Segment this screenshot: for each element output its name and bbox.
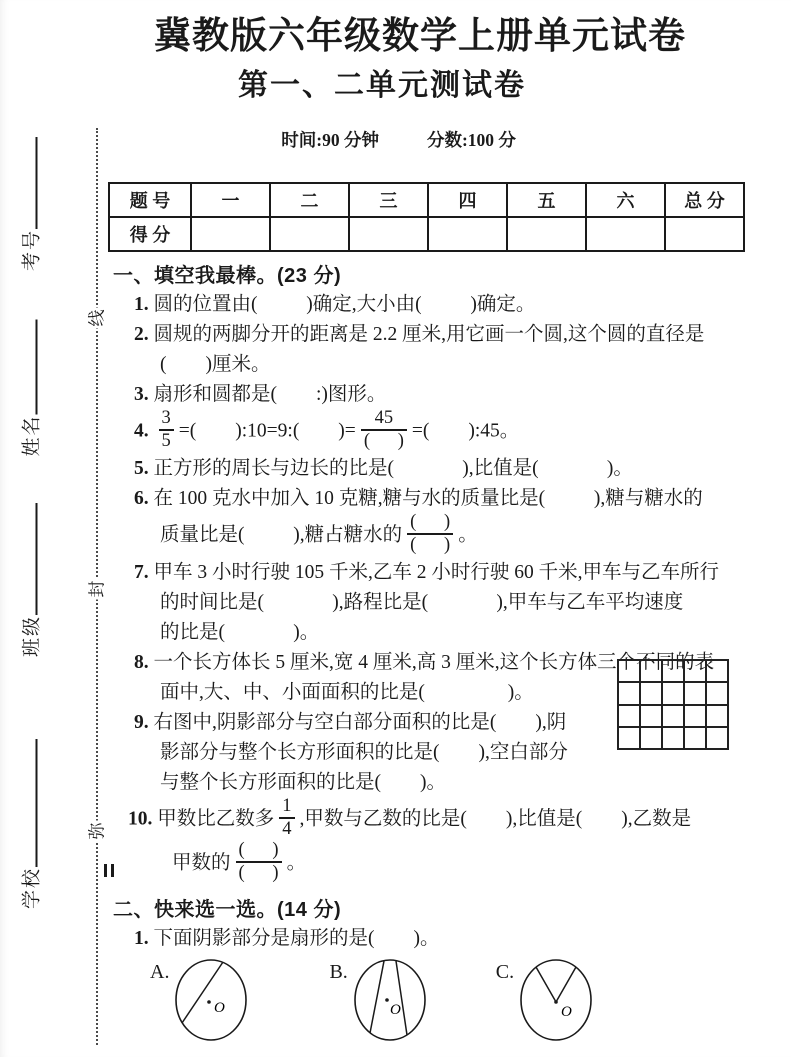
grid-cell [684,727,706,749]
full-score-label: 分数:100 分 [426,130,516,150]
question-4-line: 4. $\frac{3}{5}$ =( ):10=9:( )= $\frac{45}{( )}$ =( ):45。 [134,408,520,451]
option-c-center-label: O [561,1004,572,1020]
student-name-blank-line [22,319,38,414]
question-6-line: 6. 在 100 克水中加入 10 克糖,糖与水的质量比是( ),糖与糖水的 [134,488,703,509]
question-9-line: 影部分与整个长方形面积的比是( ),空白部分 [160,742,568,763]
question-9-grid-figure [617,659,729,750]
school-blank-line [22,739,38,867]
score-entry-cell [507,217,586,251]
question-8-line: 8. 一个长方体长 5 厘米,宽 4 厘米,高 3 厘米,这个长方体三个不同的表 [134,652,715,673]
question-6-line: 质量比是( ),糖占糖水的 $\frac{( )}{( )}$ 。 [160,512,478,555]
grid-cell [684,682,706,704]
grid-cell [618,660,640,682]
score-table-cell: 二 [270,183,349,217]
section2-heading: 二、快来选一选。(14 分) [113,899,342,921]
class-label: 班级 [21,614,43,658]
choice-options-row [108,958,748,1042]
score-table-cell: 三 [349,183,428,217]
grid-cell [662,660,684,682]
grid-cell [618,727,640,749]
option-b-label: B. [329,961,348,983]
time-label: 时间:90 分钟 [281,130,379,150]
question-10-line: 甲数的 $\frac{( )}{( )}$ 。 [172,840,307,883]
question-7-line: 7. 甲车 3 小时行驶 105 千米,乙车 2 小时行驶 60 千米,甲车与乙车所行 [134,562,720,583]
score-table-cell: 得 分 [109,217,191,251]
question-10-line: 10. 甲数比乙数多 $\frac{1}{4}$ ,甲数与乙数的比是( ),比值是( ),乙数是 [128,796,692,839]
question-9-line: 9. 右图中,阴影部分与空白部分面积的比是( ),阴 [134,712,567,733]
paper-content [108,16,748,1042]
class-field [17,503,44,657]
question-7-line: 的比是( )。 [160,622,320,643]
exam-number-field [17,137,44,271]
option-c-circle-sector-diagram [518,958,594,1042]
choice-option-b [329,958,427,1042]
class-blank-line [22,503,38,615]
exam-number-blank-line [22,137,38,229]
question-2-line: 2. 圆规的两脚分开的距离是 2.2 厘米,用它画一个圆,这个圆的直径是 [134,324,705,345]
option-b-circle-chords-diagram [352,958,428,1042]
student-name-label: 姓名 [21,414,43,457]
grid-cell [706,705,728,727]
choice-option-c [496,958,594,1042]
score-table-cell: 题 号 [109,183,191,217]
student-name-field [17,319,44,456]
grid-cell [706,727,728,749]
grid-cell [662,705,684,727]
score-entry-cell [665,217,744,251]
score-table [108,182,745,252]
school-label: 学校 [21,866,43,910]
score-entry-cell [191,217,270,251]
score-table-cell: 一 [191,183,270,217]
question-8-line: 面中,大、中、小面面积的比是( )。 [160,682,534,703]
score-table-cell: 六 [586,183,665,217]
grid-cell [706,660,728,682]
grid-cell [618,705,640,727]
grid-cell [684,705,706,727]
question-2-line: ( )厘米。 [160,354,271,375]
score-entry-cell [586,217,665,251]
question-3-line: 3. 扇形和圆都是( :)图形。 [134,384,387,405]
unit-test-subtitle: 第一、二单元测试卷 [238,69,526,102]
exam-number-label: 考号 [21,228,43,272]
score-table-cell: 四 [428,183,507,217]
question-1-line: 1. 圆的位置由( )确定,大小由( )确定。 [134,294,536,315]
grid-cell [684,660,706,682]
grid-cell [640,727,662,749]
score-table-score-row [109,217,744,251]
option-a-center-label: O [214,1000,226,1016]
section1-heading: 一、填空我最棒。(23 分) [113,265,342,287]
score-table-header-row [109,183,744,217]
score-entry-cell [349,217,428,251]
grid-cell [706,682,728,704]
question-5-line: 5. 正方形的周长与边长的比是( ),比值是( )。 [134,458,633,479]
grid-cell [618,682,640,704]
seal-char-feng: 封 [87,580,107,598]
grid-cell [662,727,684,749]
score-entry-cell [428,217,507,251]
option-a-circle-chord-diagram [173,958,249,1042]
option-c-label: C. [495,961,515,983]
question-9-line: 与整个长方形面积的比是( )。 [160,772,446,793]
paper-title: 冀教版六年级数学上册单元试卷 [154,15,686,56]
grid-cell [640,660,662,682]
school-field [17,739,44,909]
score-table-cell: 五 [507,183,586,217]
section2-question-1-line: 1. 下面阴影部分是扇形的是( )。 [134,928,440,949]
score-entry-cell [270,217,349,251]
seal-char-xian: 线 [87,309,107,327]
grid-cell [640,682,662,704]
option-a-label: A. [150,961,170,983]
seal-char-mi: 弥 [87,822,107,840]
option-b-center-label: O [389,1002,401,1018]
choice-option-a [150,958,249,1042]
grid-cell [640,705,662,727]
grid-cell [662,682,684,704]
question-7-line: 的时间比是( ),路程比是( ),甲车与乙车平均速度 [160,592,684,613]
time-score-line [108,110,748,170]
score-table-cell: 总 分 [665,183,744,217]
